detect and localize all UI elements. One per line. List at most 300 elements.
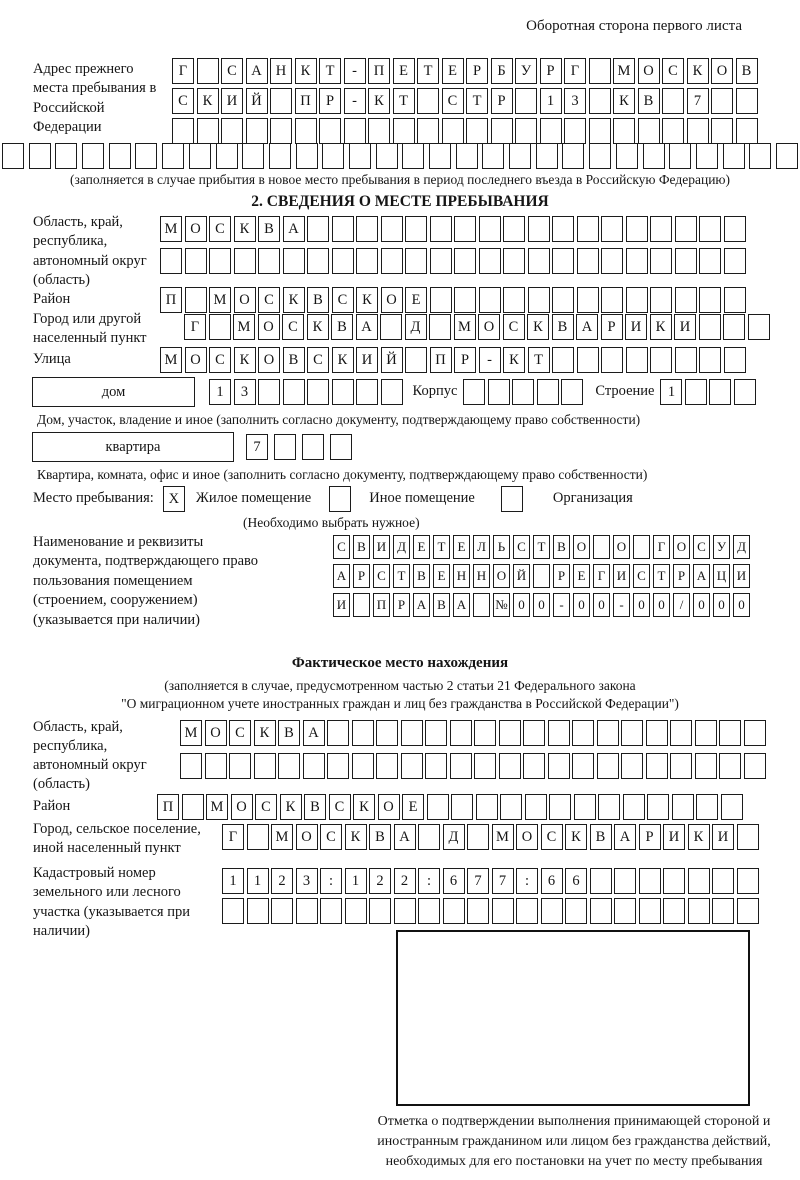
char-cell xyxy=(749,143,771,169)
char-cell: И xyxy=(663,824,685,850)
char-cell: Р xyxy=(393,593,410,617)
char-cell: П xyxy=(430,347,452,373)
char-cell xyxy=(356,216,378,242)
char-cell: Е xyxy=(402,794,424,820)
char-cell xyxy=(405,216,427,242)
char-cell xyxy=(135,143,157,169)
char-cell xyxy=(393,118,415,144)
char-cell: 0 xyxy=(513,593,530,617)
char-cell: Р xyxy=(491,88,513,114)
char-cell xyxy=(675,287,697,313)
char-cell xyxy=(349,143,371,169)
char-cell xyxy=(500,794,522,820)
stamp-area xyxy=(396,930,750,1106)
char-cell: Л xyxy=(473,535,490,559)
char-cell xyxy=(552,216,574,242)
char-cell xyxy=(307,379,329,405)
char-cell xyxy=(639,898,661,924)
char-cell: О xyxy=(231,794,253,820)
char-cell: С xyxy=(229,720,251,746)
char-cell xyxy=(443,898,465,924)
char-cell: И xyxy=(733,564,750,588)
char-cell: М xyxy=(160,216,182,242)
char-cell xyxy=(699,216,721,242)
char-cell xyxy=(234,248,256,274)
char-cell xyxy=(405,248,427,274)
char-cell xyxy=(572,753,594,779)
char-cell xyxy=(2,143,24,169)
char-cell xyxy=(466,118,488,144)
char-cell xyxy=(488,379,510,405)
char-cell xyxy=(590,898,612,924)
char-cell xyxy=(616,143,638,169)
char-cell: А xyxy=(246,58,268,84)
char-cell xyxy=(381,379,403,405)
char-cell: Д xyxy=(443,824,465,850)
char-cell: Д xyxy=(405,314,427,340)
char-cell: В xyxy=(413,564,430,588)
char-cell xyxy=(621,753,643,779)
char-cell xyxy=(623,794,645,820)
char-cell: Е xyxy=(433,564,450,588)
checkbox-org xyxy=(501,486,523,512)
char-cell: И xyxy=(625,314,647,340)
actual-location-caption-1: (заполняется в случае, предусмотренном частью 2 статьи 21 Федерального закона xyxy=(164,678,636,693)
char-cell: Н xyxy=(473,564,490,588)
char-cell: С xyxy=(329,794,351,820)
char-cell: : xyxy=(320,868,342,894)
char-cell: Т xyxy=(533,535,550,559)
char-cell xyxy=(721,794,743,820)
s2-kvartira-row xyxy=(32,432,352,462)
char-cell: Н xyxy=(270,58,292,84)
char-cell: С xyxy=(258,287,280,313)
char-cell xyxy=(598,794,620,820)
char-cell: Г xyxy=(184,314,206,340)
char-cell xyxy=(577,287,599,313)
char-cell: В xyxy=(331,314,353,340)
char-cell: В xyxy=(552,314,574,340)
char-cell xyxy=(467,824,489,850)
char-cell xyxy=(454,216,476,242)
char-cell xyxy=(699,248,721,274)
char-cell: В xyxy=(433,593,450,617)
char-cell: А xyxy=(413,593,430,617)
char-cell: К xyxy=(353,794,375,820)
char-cell xyxy=(29,143,51,169)
char-cell: К xyxy=(254,720,276,746)
char-cell xyxy=(307,248,329,274)
al-kadastr-row-2 xyxy=(222,898,759,924)
char-cell xyxy=(687,118,709,144)
char-cell xyxy=(352,720,374,746)
char-cell: О xyxy=(493,564,510,588)
prev-address-row-4 xyxy=(2,143,798,169)
char-cell xyxy=(254,753,276,779)
char-cell xyxy=(172,118,194,144)
char-cell xyxy=(269,143,291,169)
char-cell: Т xyxy=(393,564,410,588)
char-cell: У xyxy=(713,535,730,559)
char-cell xyxy=(737,868,759,894)
char-cell: 0 xyxy=(593,593,610,617)
stamp-caption: Отметка о подтверждении выполнения принимающей стороной и иностранным гражданином или лицом без гражданства действий, необходимых для его постановки на учет по месту пребывания xyxy=(377,1114,771,1169)
char-cell xyxy=(307,216,329,242)
char-cell: 3 xyxy=(234,379,256,405)
char-cell xyxy=(724,287,746,313)
char-cell: О xyxy=(234,287,256,313)
char-cell xyxy=(597,753,619,779)
char-cell xyxy=(402,143,424,169)
char-cell: Г xyxy=(653,535,670,559)
char-cell: М xyxy=(613,58,635,84)
char-cell xyxy=(345,898,367,924)
char-cell xyxy=(479,248,501,274)
char-cell xyxy=(479,216,501,242)
char-cell xyxy=(474,753,496,779)
char-cell xyxy=(613,118,635,144)
char-cell xyxy=(473,593,490,617)
char-cell: В xyxy=(258,216,280,242)
s2-raion-label: Район xyxy=(33,291,71,307)
char-cell xyxy=(776,143,798,169)
char-cell xyxy=(638,118,660,144)
char-cell: Г xyxy=(564,58,586,84)
s2-gorod-row xyxy=(184,314,770,340)
char-cell xyxy=(626,248,648,274)
al-oblast-label: Область, край, республика, автономный округ (область) xyxy=(33,719,147,793)
char-cell: - xyxy=(344,88,366,114)
char-cell: С xyxy=(255,794,277,820)
char-cell xyxy=(670,753,692,779)
char-cell: Р xyxy=(673,564,690,588)
char-cell xyxy=(429,314,451,340)
char-cell: М xyxy=(209,287,231,313)
prev-address-row-3 xyxy=(172,118,758,144)
char-cell xyxy=(492,898,514,924)
prev-address-row-1 xyxy=(172,58,758,84)
kvartira-cells xyxy=(246,434,352,460)
char-cell xyxy=(647,794,669,820)
char-cell: А xyxy=(333,564,350,588)
char-cell: И xyxy=(712,824,734,850)
char-cell: О xyxy=(378,794,400,820)
char-cell: О xyxy=(638,58,660,84)
char-cell: П xyxy=(295,88,317,114)
char-cell: М xyxy=(454,314,476,340)
char-cell xyxy=(222,898,244,924)
char-cell xyxy=(646,720,668,746)
char-cell xyxy=(185,248,207,274)
char-cell: В xyxy=(638,88,660,114)
char-cell xyxy=(523,753,545,779)
char-cell xyxy=(322,143,344,169)
actual-location-title: Фактическое место нахождения xyxy=(291,655,509,671)
char-cell xyxy=(394,898,416,924)
char-cell xyxy=(319,118,341,144)
char-cell: Е xyxy=(573,564,590,588)
char-cell: В xyxy=(736,58,758,84)
char-cell xyxy=(430,287,452,313)
char-cell xyxy=(711,118,733,144)
char-cell: С xyxy=(209,216,231,242)
char-cell: И xyxy=(674,314,696,340)
char-cell xyxy=(626,287,648,313)
dom-cells xyxy=(209,379,403,405)
char-cell: : xyxy=(516,868,538,894)
char-cell xyxy=(601,248,623,274)
char-cell: 1 xyxy=(209,379,231,405)
char-cell: К xyxy=(234,347,256,373)
s2-oblast-grid xyxy=(160,216,746,274)
char-cell xyxy=(258,379,280,405)
char-cell: О xyxy=(711,58,733,84)
char-cell xyxy=(614,898,636,924)
char-cell: К xyxy=(503,347,525,373)
char-cell xyxy=(499,720,521,746)
char-cell xyxy=(626,216,648,242)
char-cell xyxy=(344,118,366,144)
prev-address-caption: (заполняется в случае прибытия в новое место пребывания в период последнего въезда в Российскую Федерацию) xyxy=(69,172,731,187)
char-cell: У xyxy=(515,58,537,84)
char-cell: О xyxy=(258,314,280,340)
char-cell: П xyxy=(157,794,179,820)
char-cell: М xyxy=(180,720,202,746)
char-cell xyxy=(380,314,402,340)
char-cell xyxy=(662,88,684,114)
char-cell: И xyxy=(333,593,350,617)
char-cell xyxy=(509,143,531,169)
char-cell xyxy=(356,248,378,274)
char-cell xyxy=(675,248,697,274)
char-cell: Й xyxy=(513,564,530,588)
char-cell: 1 xyxy=(660,379,682,405)
char-cell: М xyxy=(271,824,293,850)
char-cell xyxy=(523,720,545,746)
char-cell: Т xyxy=(653,564,670,588)
char-cell xyxy=(548,753,570,779)
char-cell xyxy=(695,720,717,746)
char-cell: Е xyxy=(442,58,464,84)
char-cell xyxy=(552,248,574,274)
char-cell xyxy=(650,347,672,373)
char-cell xyxy=(209,314,231,340)
char-cell xyxy=(205,753,227,779)
char-cell xyxy=(525,794,547,820)
char-cell xyxy=(182,794,204,820)
char-cell: П xyxy=(373,593,390,617)
char-cell xyxy=(474,720,496,746)
char-cell: № xyxy=(493,593,510,617)
char-cell xyxy=(695,753,717,779)
char-cell: 0 xyxy=(713,593,730,617)
al-kadastr-label: Кадастровый номер земельного или лесного участка (указывается при наличии) xyxy=(33,865,190,940)
char-cell xyxy=(633,535,650,559)
al-oblast-row-1 xyxy=(180,720,766,746)
prev-address-label: Адрес прежнего места пребывания в Российской Федерации xyxy=(33,61,157,136)
document-row-1 xyxy=(333,535,750,559)
char-cell: М xyxy=(233,314,255,340)
char-cell xyxy=(621,720,643,746)
char-cell: 1 xyxy=(540,88,562,114)
char-cell xyxy=(672,794,694,820)
char-cell xyxy=(109,143,131,169)
char-cell: Т xyxy=(433,535,450,559)
char-cell: Е xyxy=(405,287,427,313)
char-cell: Б xyxy=(491,58,513,84)
char-cell xyxy=(381,248,403,274)
char-cell: 6 xyxy=(565,868,587,894)
char-cell: 6 xyxy=(443,868,465,894)
al-oblast-grid xyxy=(180,720,766,779)
char-cell: Д xyxy=(393,535,410,559)
char-cell: Т xyxy=(319,58,341,84)
char-cell: А xyxy=(614,824,636,850)
al-gorod-label: Город, сельское поселение, иной населенный пункт xyxy=(33,821,201,857)
char-cell: Р xyxy=(639,824,661,850)
char-cell: : xyxy=(418,868,440,894)
char-cell: С xyxy=(513,535,530,559)
char-cell xyxy=(589,58,611,84)
char-cell: - xyxy=(479,347,501,373)
char-cell: А xyxy=(453,593,470,617)
char-cell: 0 xyxy=(693,593,710,617)
char-cell xyxy=(719,753,741,779)
char-cell: О xyxy=(573,535,590,559)
char-cell xyxy=(258,248,280,274)
char-cell: Е xyxy=(393,58,415,84)
char-cell: К xyxy=(280,794,302,820)
char-cell xyxy=(454,248,476,274)
char-cell: С xyxy=(332,287,354,313)
char-cell: К xyxy=(613,88,635,114)
s2-oblast-row-1 xyxy=(160,216,746,242)
char-cell xyxy=(491,118,513,144)
char-cell: К xyxy=(283,287,305,313)
char-cell xyxy=(381,216,403,242)
char-cell xyxy=(712,868,734,894)
char-cell xyxy=(162,143,184,169)
char-cell xyxy=(712,898,734,924)
char-cell xyxy=(401,753,423,779)
char-cell: - xyxy=(344,58,366,84)
char-cell: С xyxy=(221,58,243,84)
char-cell: К xyxy=(234,216,256,242)
char-cell: Ц xyxy=(713,564,730,588)
dom-caption: Дом, участок, владение и иное (заполнить согласно документу, подтверждающему право собственности) xyxy=(37,412,641,427)
char-cell: И xyxy=(221,88,243,114)
char-cell xyxy=(353,593,370,617)
char-cell: Й xyxy=(246,88,268,114)
char-cell xyxy=(601,216,623,242)
char-cell xyxy=(503,248,525,274)
char-cell xyxy=(82,143,104,169)
char-cell: О xyxy=(516,824,538,850)
char-cell xyxy=(589,143,611,169)
char-cell xyxy=(577,347,599,373)
char-cell: К xyxy=(307,314,329,340)
char-cell xyxy=(528,216,550,242)
char-cell xyxy=(189,143,211,169)
char-cell xyxy=(463,379,485,405)
char-cell xyxy=(476,794,498,820)
char-cell xyxy=(709,379,731,405)
char-cell xyxy=(675,347,697,373)
char-cell: В xyxy=(590,824,612,850)
char-cell: К xyxy=(650,314,672,340)
s2-ulitsa-row xyxy=(160,347,746,373)
char-cell: А xyxy=(356,314,378,340)
char-cell: П xyxy=(160,287,182,313)
char-cell: И xyxy=(613,564,630,588)
char-cell: В xyxy=(278,720,300,746)
char-cell: К xyxy=(197,88,219,114)
char-cell: Й xyxy=(381,347,403,373)
char-cell xyxy=(442,118,464,144)
char-cell: А xyxy=(303,720,325,746)
char-cell xyxy=(724,347,746,373)
char-cell xyxy=(577,216,599,242)
char-cell xyxy=(418,824,440,850)
char-cell xyxy=(247,898,269,924)
document-grid xyxy=(333,535,750,617)
char-cell: К xyxy=(345,824,367,850)
char-cell: А xyxy=(576,314,598,340)
char-cell: О xyxy=(478,314,500,340)
char-cell xyxy=(430,216,452,242)
char-cell: С xyxy=(282,314,304,340)
char-cell: 1 xyxy=(247,868,269,894)
char-cell xyxy=(675,216,697,242)
option-org-label: Организация xyxy=(552,490,633,507)
char-cell xyxy=(597,720,619,746)
char-cell xyxy=(247,824,269,850)
char-cell xyxy=(719,720,741,746)
char-cell xyxy=(696,794,718,820)
char-cell xyxy=(601,347,623,373)
s2-ulitsa-label: Улица xyxy=(33,351,71,367)
char-cell xyxy=(302,434,324,460)
char-cell: 0 xyxy=(733,593,750,617)
checkbox-zhiloe: X xyxy=(163,486,185,512)
char-cell xyxy=(450,720,472,746)
char-cell xyxy=(295,118,317,144)
char-cell xyxy=(503,216,525,242)
char-cell: Т xyxy=(528,347,550,373)
char-cell xyxy=(646,753,668,779)
char-cell xyxy=(650,216,672,242)
al-gorod-row xyxy=(222,824,759,850)
char-cell xyxy=(278,753,300,779)
char-cell: В xyxy=(283,347,305,373)
char-cell: А xyxy=(394,824,416,850)
char-cell xyxy=(650,287,672,313)
char-cell xyxy=(533,564,550,588)
char-cell xyxy=(221,118,243,144)
char-cell xyxy=(528,248,550,274)
char-cell xyxy=(589,88,611,114)
char-cell: Р xyxy=(466,58,488,84)
char-cell: 7 xyxy=(492,868,514,894)
char-cell xyxy=(467,898,489,924)
char-cell xyxy=(418,898,440,924)
char-cell: 0 xyxy=(653,593,670,617)
char-cell: О xyxy=(205,720,227,746)
char-cell xyxy=(417,118,439,144)
char-cell: А xyxy=(693,564,710,588)
char-cell xyxy=(537,379,559,405)
char-cell: О xyxy=(185,216,207,242)
